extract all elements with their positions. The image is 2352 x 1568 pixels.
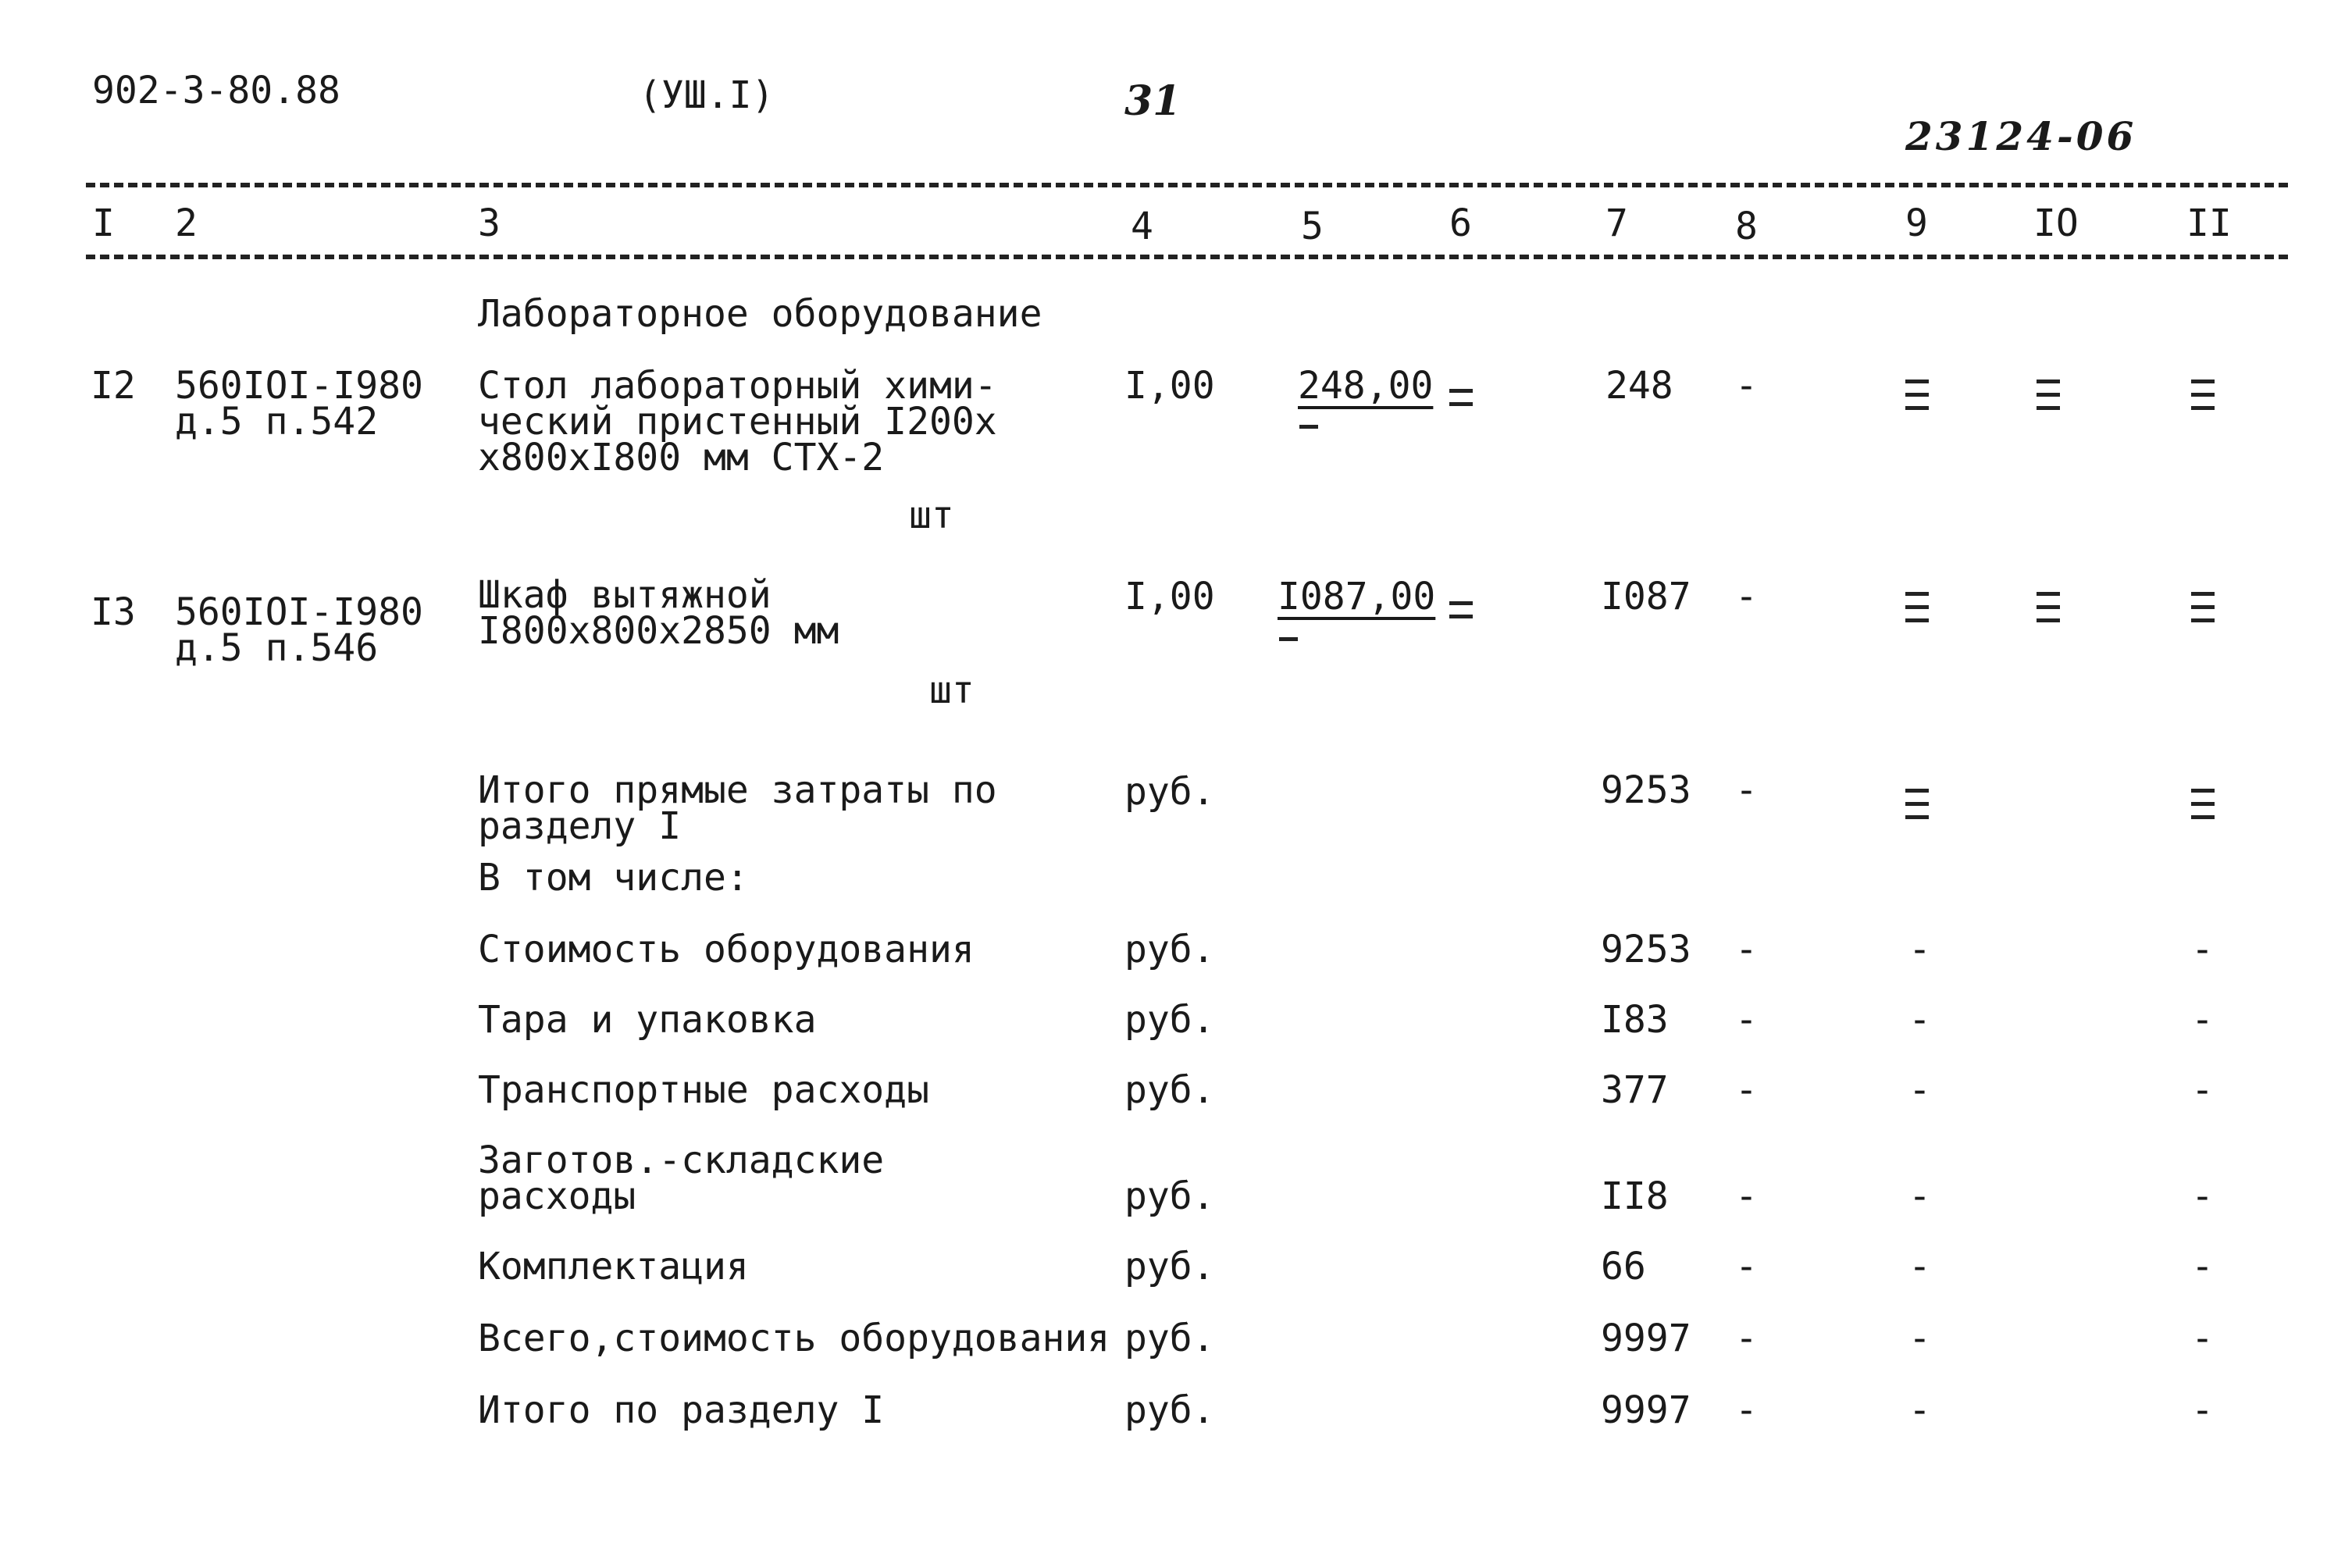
item-number: I2 [91,364,136,408]
item-total: I087 [1601,575,1691,618]
dash-mark [2191,789,2215,829]
total-value: 9997 [1601,1388,1691,1432]
total-col8: - [1735,1068,1758,1112]
including-label: В том числе: [478,856,749,900]
column-header: 3 [478,201,501,245]
item-code: 560IOI-I980 [175,364,423,408]
total-unit: руб. [1124,1245,1215,1288]
total-label-line: Итого прямые затраты по [478,768,997,812]
total-unit: руб. [1124,770,1215,814]
total-col11: - [2191,1174,2214,1218]
column-header: 9 [1905,201,1928,245]
total-value: 377 [1601,1068,1669,1112]
total-value: 9253 [1601,768,1691,812]
total-col8: - [1735,928,1758,971]
total-value: 9997 [1601,1317,1691,1360]
page-number: 31 [1124,77,1181,125]
dash-mark [1449,601,1473,628]
total-label-line: Стоимость оборудования [478,928,975,971]
total-value: 9253 [1601,928,1691,971]
total-col9: - [1908,998,1931,1042]
total-value: II8 [1601,1174,1669,1218]
column-header: I [92,201,115,245]
item-unit-price: 248,00 [1298,364,1434,408]
total-label-line: Транспортные расходы [478,1068,929,1112]
total-value: I83 [1601,998,1669,1042]
total-label-line: Итого по разделу I [478,1388,885,1432]
total-col8: - [1735,1388,1758,1432]
total-col9: - [1908,1317,1931,1360]
total-col8: - [1735,1317,1758,1360]
section-label: (УШ.I) [639,73,775,117]
total-col11: - [2191,928,2214,971]
total-col9: - [1908,1245,1931,1288]
dash-mark [1299,425,1318,429]
column-header: 8 [1735,205,1758,248]
total-unit: руб. [1124,1068,1215,1112]
total-col9: - [1908,928,1931,971]
reference-number: 23124-06 [1905,113,2137,159]
dash-mark [1905,789,1929,829]
total-col8: - [1735,1245,1758,1288]
item-quantity: I,00 [1124,575,1215,618]
item-name-line: х800хI800 мм СТХ-2 [478,436,885,479]
total-label-line: Тара и упаковка [478,998,817,1042]
total-unit: руб. [1124,1388,1215,1432]
total-unit: руб. [1124,998,1215,1042]
dash-mark [2037,592,2060,632]
column-header: 4 [1131,205,1153,248]
total-col11: - [2191,1317,2214,1360]
total-unit: руб. [1124,1174,1215,1218]
total-col11: - [2191,1245,2214,1288]
item-quantity: I,00 [1124,364,1215,408]
item-name-line: Шкаф вытяжной [478,573,772,617]
total-label-line: разделу I [478,804,682,848]
total-label-line: расходы [478,1174,636,1218]
total-unit: руб. [1124,1317,1215,1360]
dash-mark [2037,380,2060,419]
dash-mark [2191,592,2215,632]
dash-mark [1279,637,1298,641]
total-col8: - [1735,1174,1758,1218]
total-label-line: Комплектация [478,1245,749,1288]
section-title: Лабораторное оборудование [478,292,1042,336]
column-header: II [2186,201,2232,245]
column-header: IO [2033,201,2079,245]
item-total: 248 [1605,364,1673,408]
total-col9: - [1908,1174,1931,1218]
total-label-line: Всего,стоимость оборудования [478,1317,1110,1360]
table-header-rule [86,255,2288,259]
document-code: 902-3-80.88 [92,69,340,112]
item-code: 560IOI-I980 [175,590,423,634]
item-col8: - [1735,364,1758,408]
item-number: I3 [91,590,136,634]
dash-mark [1905,380,1929,419]
dash-mark [1449,389,1473,415]
total-col8: - [1735,768,1758,812]
total-col8: - [1735,998,1758,1042]
column-header: 2 [175,201,198,245]
total-col9: - [1908,1388,1931,1432]
total-unit: руб. [1124,928,1215,971]
total-col9: - [1908,1068,1931,1112]
item-code-ref: д.5 п.546 [175,626,379,670]
total-value: 66 [1601,1245,1646,1288]
dash-mark [2191,380,2215,419]
item-code-ref: д.5 п.542 [175,400,379,444]
item-name-line: Стол лабораторный хими- [478,364,997,408]
item-name-line: I800х800х2850 мм [478,609,839,653]
total-col11: - [2191,1068,2214,1112]
total-col11: - [2191,1388,2214,1432]
item-name-line: ческий пристенный I200х [478,400,997,444]
item-unit: шт [929,668,975,712]
column-header: 5 [1301,205,1324,248]
dash-mark [1905,592,1929,632]
table-top-rule [86,183,2288,187]
total-col11: - [2191,998,2214,1042]
item-col8: - [1735,575,1758,618]
column-header: 6 [1449,201,1472,245]
total-label-line: Заготов.-складские [478,1139,885,1182]
column-header: 7 [1605,201,1628,245]
item-unit: шт [909,494,954,537]
item-unit-price: I087,00 [1278,575,1436,618]
